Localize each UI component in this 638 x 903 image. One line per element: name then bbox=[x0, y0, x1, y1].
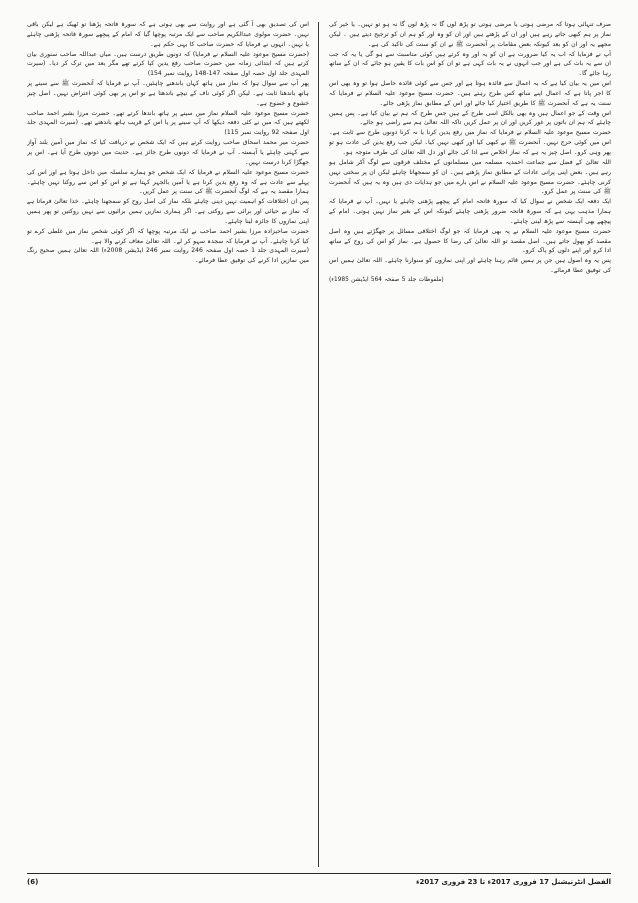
paragraph: حضرت مسیح موعود علیہ السلام نماز میں سینے پر ہاتھ باندھا کرتے تھے۔ حضرت مرزا بشیر احمد صاحب لکھتے ہیں کہ میں نے کئی دفعہ دیکھا کہ آپ سینے پر یا اس کے قریب ہاتھ باندھتے تھے۔ (سیرت المہدی جلد اول صفحہ 92 روایت نمبر 115) bbox=[27, 109, 309, 137]
paragraph: پس ان اختلافات کو اہمیت نہیں دینی چاہئے بلکہ نماز کی اصل روح کو سمجھنا چاہئے۔ خدا تعالیٰ فرماتا ہے کہ نماز بے حیائی اور برائی سے روکتی ہے۔ اگر ہماری نمازیں ہمیں برائیوں سے نہیں روکتیں تو پھر ہمیں اپنی نمازوں کا جائزہ لینا چاہئے۔ bbox=[27, 198, 309, 225]
paragraph: حضرت مسیح موعود علیہ السلام نے فرمایا کہ ایک شخص جو ہمارے سلسلہ میں داخل ہوتا ہے اور اس کی پہلے سے عادت ہے کہ وہ رفع یدین کرتا ہے یا آمین بالجہر کہتا ہے تو اس کو اس سے روکنا نہیں چاہئے۔ ہمارا مقصد یہ ہے کہ لوگ آنحضرت ﷺ کی سنت پر عمل کریں۔ bbox=[27, 168, 309, 196]
page-number: (6) bbox=[27, 878, 39, 886]
paragraph: حضرت مسیح موعود علیہ السلام نے یہ بھی فرمایا کہ جو لوگ اختلافی مسائل پر جھگڑتے ہیں وہ اصل مقصد کو بھول جاتے ہیں۔ اصل مقصد تو اللہ تعالیٰ کی رضا کا حصول ہے۔ نماز کو اس کی روح کے ساتھ ادا کرو اور اپنے دلوں کو پاک کرو۔ bbox=[329, 227, 611, 255]
paragraph: (سیرت المہدی جلد 1 حصہ اول صفحہ 246 روایت نمبر 246 ایڈیشن 2008ء) اللہ تعالیٰ ہمیں صحیح رنگ میں نمازیں ادا کرنے کی توفیق عطا فرمائے۔ bbox=[27, 247, 309, 265]
paragraph: حضرت صاحبزادہ مرزا بشیر احمد صاحب نے ایک مرتبہ پوچھا کہ اگر کوئی شخص نماز میں غلطی کرے تو کیا کرنا چاہئے۔ آپ نے فرمایا کہ سجدہ سہو کر لے۔ اللہ تعالیٰ معاف کرنے والا ہے۔ bbox=[27, 227, 309, 245]
paragraph: پس یہ وہ اصول ہیں جن پر ہمیں قائم رہنا چاہئے اور اپنی نمازوں کو سنوارنا چاہئے۔ اللہ تعالیٰ ہمیں اس کی توفیق عطا فرمائے۔ bbox=[329, 257, 611, 275]
paragraph: حضرت میر محمد اسحاق صاحب روایت کرتے ہیں کہ ایک شخص نے دریافت کیا کہ نماز میں آمین بلند آواز سے کہنی چاہئے یا آہستہ۔ آپ نے فرمایا کہ دونوں طرح جائز ہے۔ حدیث میں دونوں طرح آیا ہے۔ اس پر جھگڑا کرنا درست نہیں۔ bbox=[27, 139, 309, 166]
paragraph: اس وقت کے جو اعمال ہیں وہ بھی بالکل اسی طرح کے ہیں جس طرح کہ ہم نے بیان کیا ہے۔ پس ہمیں چاہئے کہ ہم ان باتوں پر غور کریں اور ان پر عمل کریں تاکہ اللہ تعالیٰ ہم سے راضی ہو جائے۔ bbox=[329, 109, 611, 127]
article-column-right bbox=[329, 20, 611, 870]
citation: (ملفوظات جلد 5 صفحہ 564 ایڈیشن 1985ء) bbox=[329, 276, 444, 283]
article-column-left bbox=[27, 20, 309, 870]
paragraph: صرف تنہائی ہوتا کہ مرضی ہوتی یا مرضی ہوتی تو پڑھ لوں گا نہ پڑھ لوں گا نہ ہو تو نہیں۔ یا خیر کی نماز پر ہم کبھی جاتے رہے ہیں اور ان کے پڑھتے ہیں اور ان کو وہ اور کو ہم ان کو ترجیح دیتے ہیں ۔ لیکن مجھے یہ اور ان کو بعد کیونکہ بعض مقامات پر آنحضرت ﷺ نے ان کو سنت کی تاکید کی ہے۔ bbox=[329, 21, 611, 48]
page-body bbox=[27, 20, 611, 870]
paragraph: اس میں یہ بیان کیا ہے کہ یہ اعمال سے فائدہ ہوتا ہے اور جس سے کوئی فائدہ حاصل ہوا تو وہ بھی اس کا اجر پاتا ہے کہ اعمال اپنے ساتھ کس طرح رہتے ہیں۔ حضرت مسیح موعود علیہ السلام نے فرمایا کہ سنت یہ ہے کہ آنحضرت ﷺ کا طریق اختیار کیا جائے اور اس کے مطابق نماز پڑھی جائے۔ bbox=[329, 80, 611, 107]
paragraph: حضرت مسیح موعود علیہ السلام نے فرمایا کہ نماز میں رفع یدین کرنا یا نہ کرنا دونوں طرح سے ثابت ہے۔ اس میں کوئی حرج نہیں۔ آنحضرت ﷺ نے کبھی کیا اور کبھی نہیں کیا۔ لیکن جب رفع یدین کی عادت ہو تو پھر وہی کرو۔ اصل چیز یہ ہے کہ نماز اخلاص سے ادا کی جائے اور دل اللہ تعالیٰ کی طرف متوجہ ہو۔ bbox=[329, 129, 611, 156]
page-footer bbox=[27, 878, 611, 892]
column-divider bbox=[318, 22, 319, 867]
paragraph: آپ نے فرمایا کہ اب یہ کیا ضرورت ہے ان کو یہ اور وہ کرتے ہیں کوئی مناسبت سے ہو گی یا یہ کہ جب ان سے یہ بات کی ہے اور جب انہوں نے یہ بات کہی ہے تو ان کو اس بات کا یقین ہو جائے کہ ان کے ساتھ رہا جائے گا۔ bbox=[329, 50, 611, 78]
footer-rule bbox=[27, 873, 611, 874]
paragraph: (حضرت مسیح موعود علیہ السلام نے فرمایا) کہ دونوں طریق درست ہیں۔ میاں عبداللہ صاحب سنوری بیان کرتے ہیں کہ ابتدائی زمانہ میں حضرت صاحب رفع یدین کیا کرتے تھے مگر بعد میں ترک کر دیا۔ (سیرت المہدی جلد اول حصہ اول صفحہ 147-148 روایت نمبر 154) bbox=[27, 50, 309, 78]
paragraph: اس کی تصدیق بھی آ گئی ہے اور روایت سے بھی ہوتی ہے کہ سورۃ فاتحہ پڑھنا تو ٹھیک ہے لیکن باقی نہیں۔ حضرت مولوی عبدالکریم صاحب سے ایک مرتبہ پوچھا گیا کہ امام کے پیچھے سورۃ فاتحہ پڑھنی چاہئے یا نہیں۔ انہوں نے فرمایا کہ حضرت صاحب کا یہی حکم ہے۔ bbox=[27, 21, 309, 48]
issue-date: الفضل انٹرنیشنل 17 فروری 2017ء تا 23 فروری 2017ء bbox=[415, 878, 611, 886]
paragraph: ایک دفعہ ایک شخص نے سوال کیا کہ سورۃ فاتحہ امام کے پیچھے پڑھنی چاہئے یا نہیں۔ آپ نے فرمایا کہ ہمارا مذہب یہی ہے کہ سورۃ فاتحہ ضرور پڑھنی چاہئے کیونکہ اس کے بغیر نماز نہیں ہوتی۔ امام کے پیچھے بھی آہستہ سے پڑھ لینی چاہئے۔ bbox=[329, 198, 611, 225]
paragraph: اللہ تعالیٰ کے فضل سے جماعت احمدیہ مسلمہ میں مسلمانوں کے مختلف فرقوں سے لوگ آکر شامل ہو رہے ہیں۔ بعض اپنی پرانی عادات کے مطابق نماز پڑھتے ہیں۔ ان کو سمجھانا چاہئے لیکن ان پر سختی نہیں کرنی چاہئے۔ حضرت مسیح موعود علیہ السلام نے اس بارے میں جو ہدایات دی ہیں وہ یہ ہیں کہ آنحضرت ﷺ کی سنت پر عمل کرو۔ bbox=[329, 158, 611, 196]
paragraph: پھر آپ سے سوال ہوا کہ نماز میں ہاتھ کہاں باندھنے چاہئیں۔ آپ نے فرمایا کہ آنحضرت ﷺ سے سینے پر ہاتھ باندھنا ثابت ہے۔ لیکن اگر کوئی ناف کے نیچے باندھتا ہے تو اس پر بھی کوئی اعتراض نہیں۔ اصل چیز خشوع و خضوع ہے۔ bbox=[27, 80, 309, 107]
